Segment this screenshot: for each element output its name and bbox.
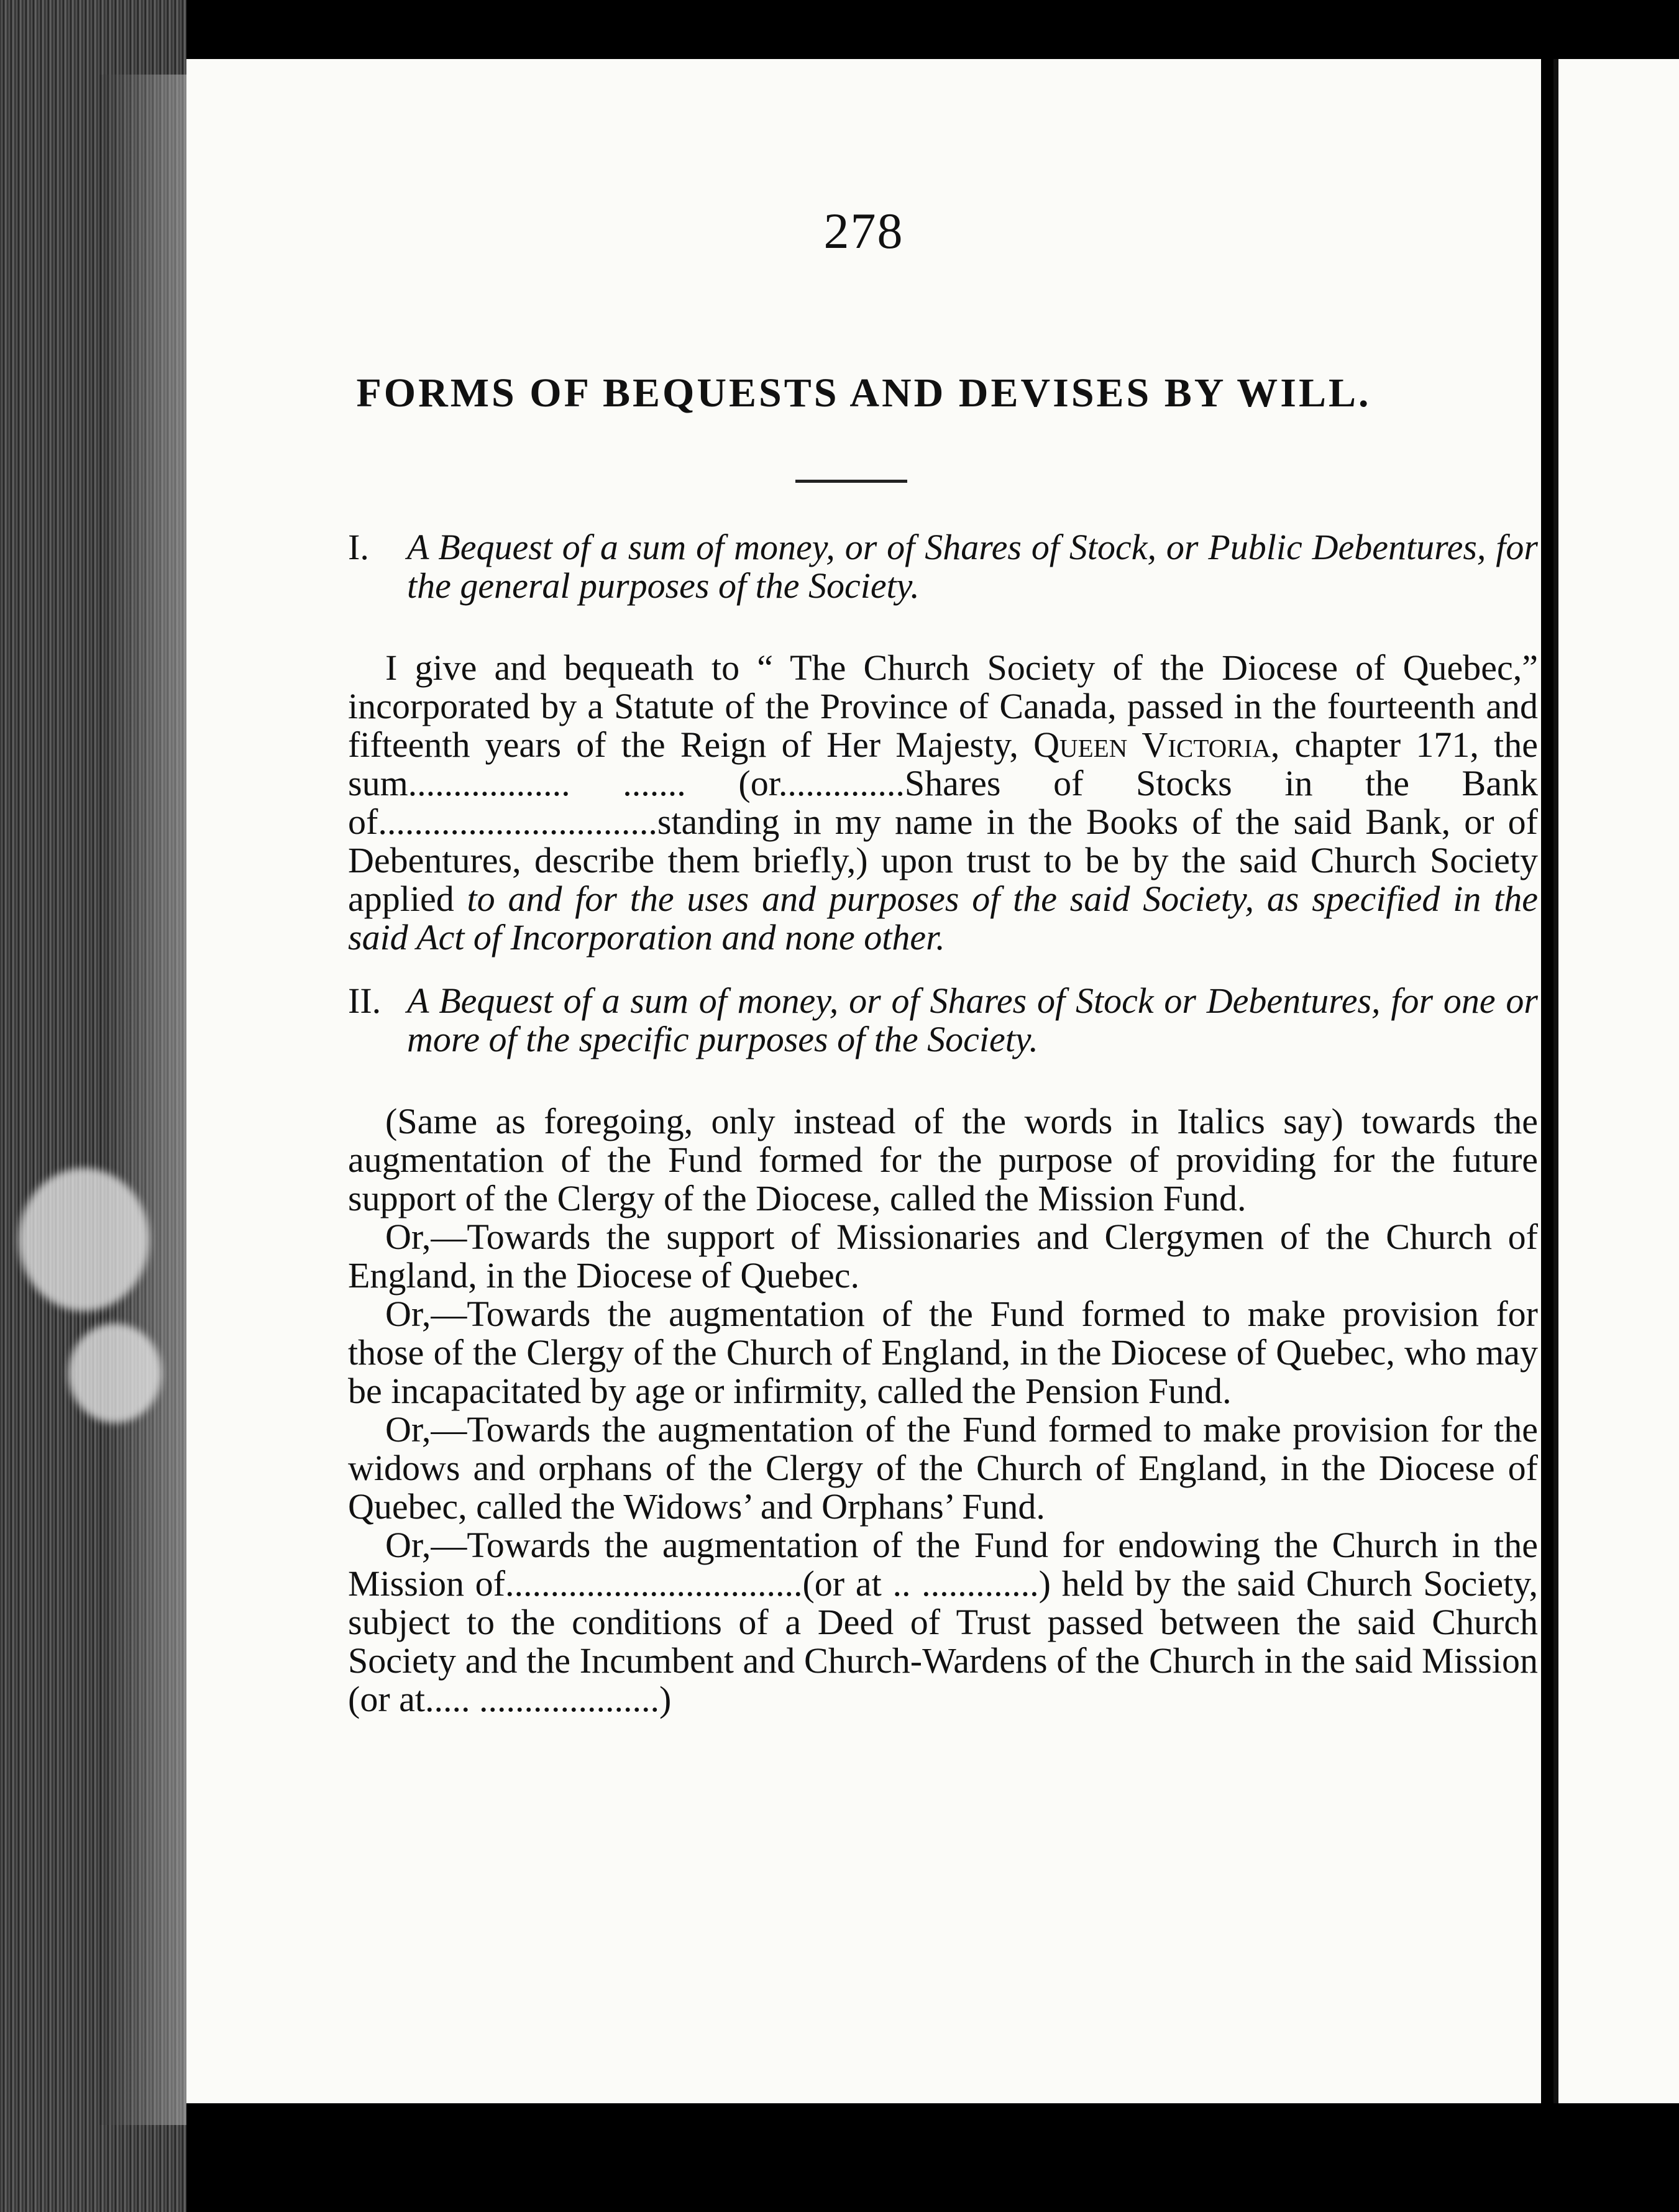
spacer [348, 957, 1538, 982]
page-title: FORMS OF BEQUESTS AND DEVISES BY WILL. [356, 370, 1371, 416]
page-number: 278 [823, 203, 904, 259]
section-2-paragraph-4: Or,—Towards the augmentation of the Fund formed to make provision for the widows and orphans of the Clergy of the Church of England, in the Diocese of Quebec, called the Widows’ and Orphans’ Fund. [348, 1409, 1538, 1527]
section-2-paragraph-2: Or,—Towards the support of Missionaries and Clergymen of the Church of England, in the Diocese of Quebec. [348, 1217, 1538, 1296]
facing-page-edge [1553, 59, 1679, 2103]
book-page [186, 59, 1541, 2103]
paper-stain [19, 1168, 149, 1311]
section-2-paragraph-3: Or,—Towards the augmentation of the Fund formed to make provision for those of the Clergy of the Church of England, in the Diocese of Quebec, who may be incapacitated by age or infirmity, called the Pension Fund. [348, 1294, 1538, 1411]
section-1-para-mid: , chapter 171, the sum.................. ....... (or..............Shares of Stocks in the Bank of...............................standing in my name in the Books of the said Bank, or of Debentures, describe them briefly,) upon trust to be by the said Church Society applied [348, 724, 1538, 919]
section-1-heading-text: A Bequest of a sum of money, or of Shares of Stock, or Public Debentures, for the general purposes of the Society. [407, 527, 1538, 606]
section-1-number: I. [348, 527, 369, 567]
section-1-paragraph [348, 649, 1538, 957]
section-2-paragraph-5: Or,—Towards the augmentation of the Fund for endowing the Church in the Mission of.................................(or at .. .............) held by the said Church Society, subject to the conditions of a Deed of Trust passed between the said Church Society and the Incumbent and Church-Wardens of the Church in the said Mission (or at..... ....................) [348, 1525, 1538, 1719]
paper-stain [68, 1323, 162, 1423]
queen-name: Queen Victoria [1033, 724, 1271, 765]
section-2-number: II. [348, 980, 382, 1021]
section-2-paragraph-1: (Same as foregoing, only instead of the words in Italics say) towards the augmentation of the Fund formed for the purpose of providing for the future support of the Clergy of the Diocese, called the Mission Fund. [348, 1101, 1538, 1218]
section-1-para-start: I give and bequeath to “ The Church Society of the Diocese of Quebec,” incorporated by a Statute of the Province of Canada, passed in the fourteenth and fifteenth years of the Reign of Her Majesty, [348, 647, 1538, 765]
binding-edge-shading [99, 75, 186, 2125]
page-body [348, 528, 1538, 1719]
section-2-heading-text: A Bequest of a sum of money, or of Shares of Stock or Debentures, for one or more of the specific purposes of the Society. [407, 980, 1538, 1059]
section-1-para-italic: to and for the uses and purposes of the said Society, as specified in the said Act of Incorporation and none other. [348, 879, 1538, 957]
title-divider [795, 480, 907, 483]
section-2-heading [348, 982, 1538, 1059]
section-1-heading [348, 528, 1538, 605]
